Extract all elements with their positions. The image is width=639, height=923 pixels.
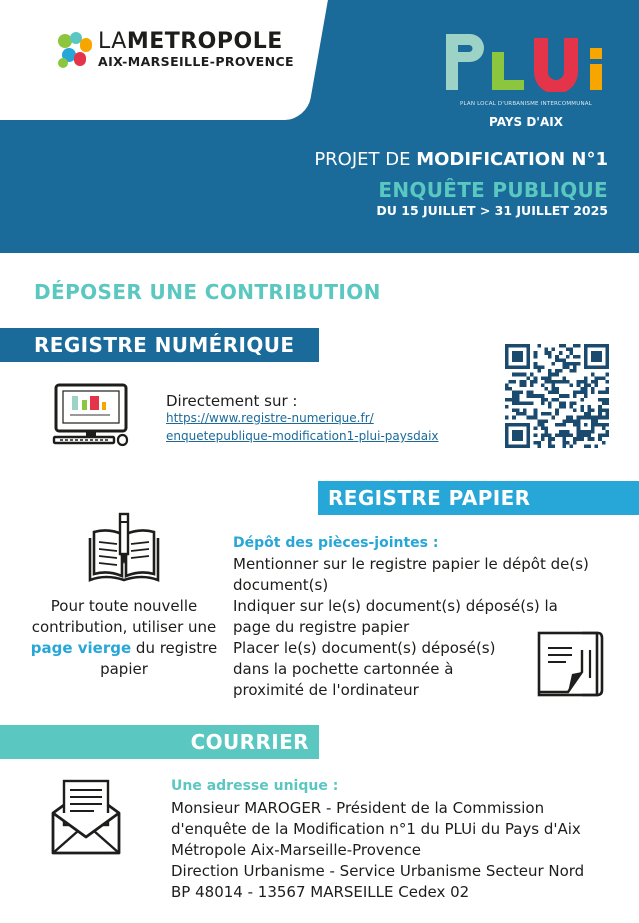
plui-logo-letters xyxy=(444,30,608,92)
header-banner xyxy=(0,0,639,253)
address-line: d'enquête de la Modification n°1 du PLUi du Pays d'Aix xyxy=(171,820,581,838)
papier-instruction: Pour toute nouvelle contribution, utiliser une page vierge du registre papier xyxy=(30,597,218,678)
band-courrier: COURRIER xyxy=(0,725,319,759)
plui-area: PAYS D'AIX xyxy=(489,115,563,129)
pj-line: document(s) xyxy=(233,576,329,594)
pj-line: dans la pochette cartonnée à xyxy=(233,660,454,678)
metropole-logo xyxy=(56,30,296,74)
book-pen-icon xyxy=(88,512,160,582)
address-title: Une adresse unique : xyxy=(171,778,339,794)
pj-line: Placer le(s) document(s) déposé(s) xyxy=(233,639,496,657)
pj-line: page du registre papier xyxy=(233,618,410,636)
envelope-icon xyxy=(50,779,122,857)
folder-icon xyxy=(536,630,604,698)
registre-link-line2[interactable]: enquetepublique-modification1-plui-paysdaix xyxy=(166,429,439,443)
registre-link-line1[interactable]: https://www.registre-numerique.fr/ xyxy=(166,411,374,425)
direct-label: Directement sur : xyxy=(166,392,298,410)
address-line: Métropole Aix-Marseille-Provence xyxy=(171,841,422,859)
page-vierge-highlight: page vierge xyxy=(30,639,132,657)
plui-logo xyxy=(444,30,608,107)
pj-line: Mentionner sur le registre papier le dépôt de(s) xyxy=(233,555,589,573)
project-title: PROJET DE MODIFICATION N°1 xyxy=(314,149,608,170)
enquete-dates: DU 15 JUILLET > 31 JUILLET 2025 xyxy=(376,203,608,218)
address-line: BP 48014 - 13567 MARSEILLE Cedex 02 xyxy=(171,883,470,901)
plui-subtitle: PLAN LOCAL D'URBANISME INTERCOMMUNAL xyxy=(459,101,593,107)
metropole-wordmark: LAMETROPOLE xyxy=(98,29,283,54)
band-registre-numerique: REGISTRE NUMÉRIQUE xyxy=(0,328,319,362)
pieces-jointes-title: Dépôt des pièces-jointes : xyxy=(233,535,439,551)
enquete-title: ENQUÊTE PUBLIQUE xyxy=(378,178,608,202)
section-title: DÉPOSER UNE CONTRIBUTION xyxy=(34,280,381,304)
address-line: Direction Urbanisme - Service Urbanisme Secteur Nord xyxy=(171,862,585,880)
pj-line: Indiquer sur le(s) document(s) déposé(s) la xyxy=(233,597,558,615)
qr-code[interactable] xyxy=(505,344,609,448)
band-registre-papier: REGISTRE PAPIER xyxy=(318,481,639,515)
metropole-region: AIX-MARSEILLE-PROVENCE xyxy=(98,54,294,69)
address-line: Monsieur MAROGER - Président de la Commission xyxy=(171,799,545,817)
pj-line: proximité de l'ordinateur xyxy=(233,681,419,699)
metropole-mark-icon xyxy=(56,30,94,70)
computer-icon xyxy=(52,383,130,447)
